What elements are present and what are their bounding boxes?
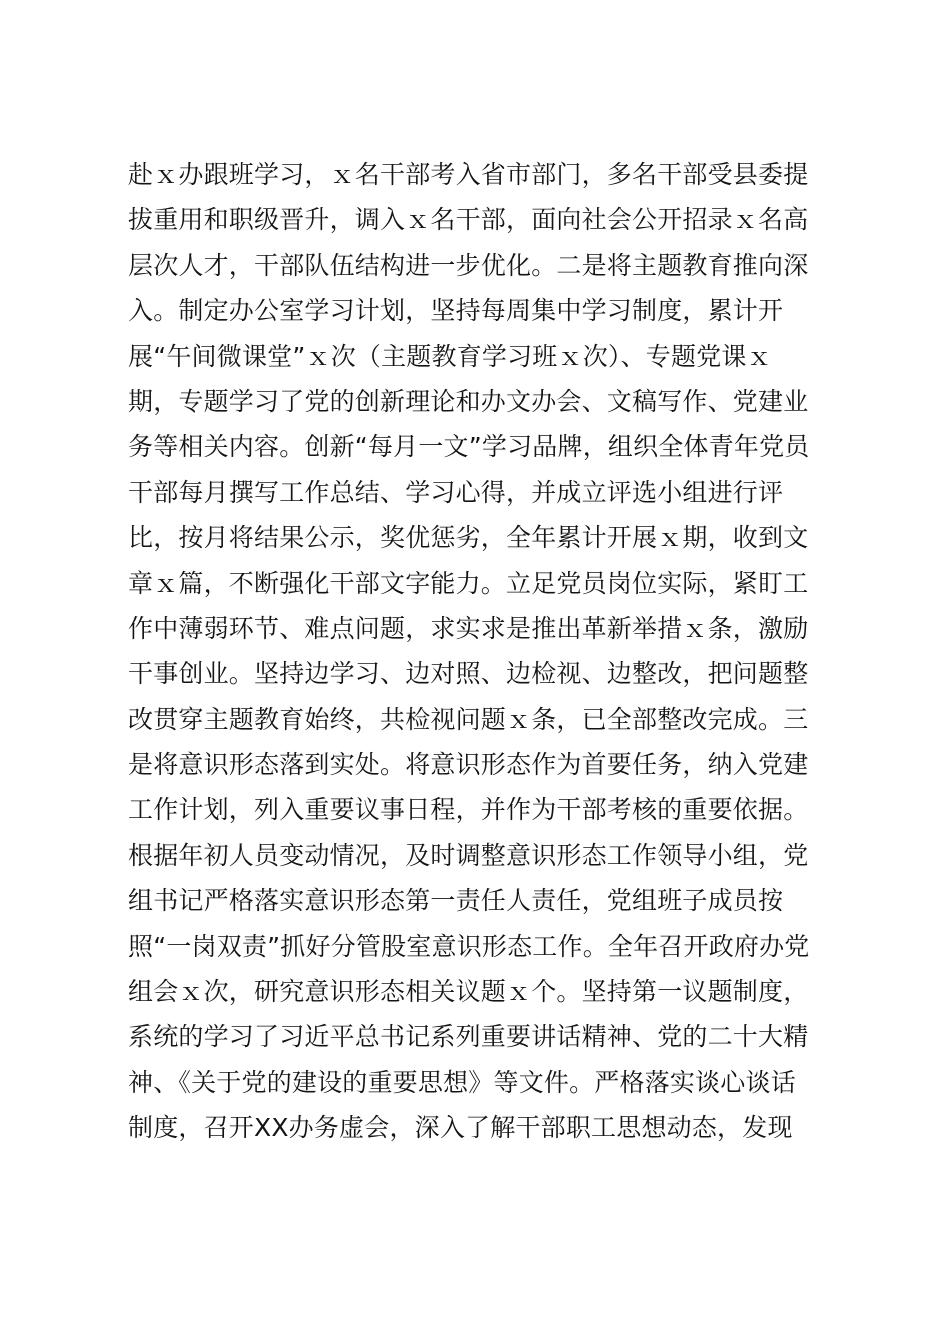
text-line: 工作计划，列入重要议事日程，并作为干部考核的重要依据。 [128,795,809,825]
text-line: 系统的学习了习近平总书记系列重要讲话精神、党的二十大精 [128,1022,809,1052]
text-line: 照“一岗双责”抓好分管股室意识形态工作。全年召开政府办党 [128,931,810,961]
text-line: 比，按月将结果公示，奖优惩劣，全年累计开展ｘ期，收到文 [128,523,809,553]
text-line: 拔重用和职级晋升，调入ｘ名干部，面向社会公开招录ｘ名高 [128,205,809,235]
text-line: 展“午间微课堂”ｘ次（主题教育学习班ｘ次）、专题党课ｘ [128,341,772,371]
text-line: 务等相关内容。创新“每月一文”学习品牌，组织全体青年党员 [128,432,810,462]
body-text [128,152,828,1151]
text-line: 改贯穿主题教育始终，共检视问题ｘ条，已全部整改完成。三 [128,704,809,734]
text-line: 神、《关于党的建设的重要思想》等文件。严格落实谈心谈话 [128,1067,796,1097]
text-line: 干事创业。坚持边学习、边对照、边检视、边整改，把问题整 [128,659,809,689]
text-line: 干部每月撰写工作总结、学习心得，并成立评选小组进行评 [128,477,784,507]
text-line: 层次人才，干部队伍结构进一步优化。二是将主题教育推向深 [128,250,809,280]
text-line: 作中薄弱环节、难点问题，求实求是推出革新举措ｘ条，激励 [128,613,809,643]
text-line: 组书记严格落实意识形态第一责任人责任，党组班子成员按 [128,886,784,916]
text-line: 根据年初人员变动情况，及时调整意识形态工作领导小组，党 [128,840,809,870]
text-line: 是将意识形态落到实处。将意识形态作为首要任务，纳入党建 [128,750,809,780]
text-line: 入。制定办公室学习计划，坚持每周集中学习制度，累计开 [128,296,784,326]
text-line: 期，专题学习了党的创新理论和办文办会、文稿写作、党建业 [128,386,809,416]
text-line: 制度，召开XX办务虚会，深入了解干部职工思想动态，发现 [128,1113,793,1143]
text-line: 赴ｘ办跟班学习，ｘ名干部考入省市部门，多名干部受县委提 [128,160,809,189]
text-line: 组会ｘ次，研究意识形态相关议题ｘ个。坚持第一议题制度， [128,977,809,1007]
text-line: 章ｘ篇，不断强化干部文字能力。立足党员岗位实际，紧盯工 [128,568,809,598]
